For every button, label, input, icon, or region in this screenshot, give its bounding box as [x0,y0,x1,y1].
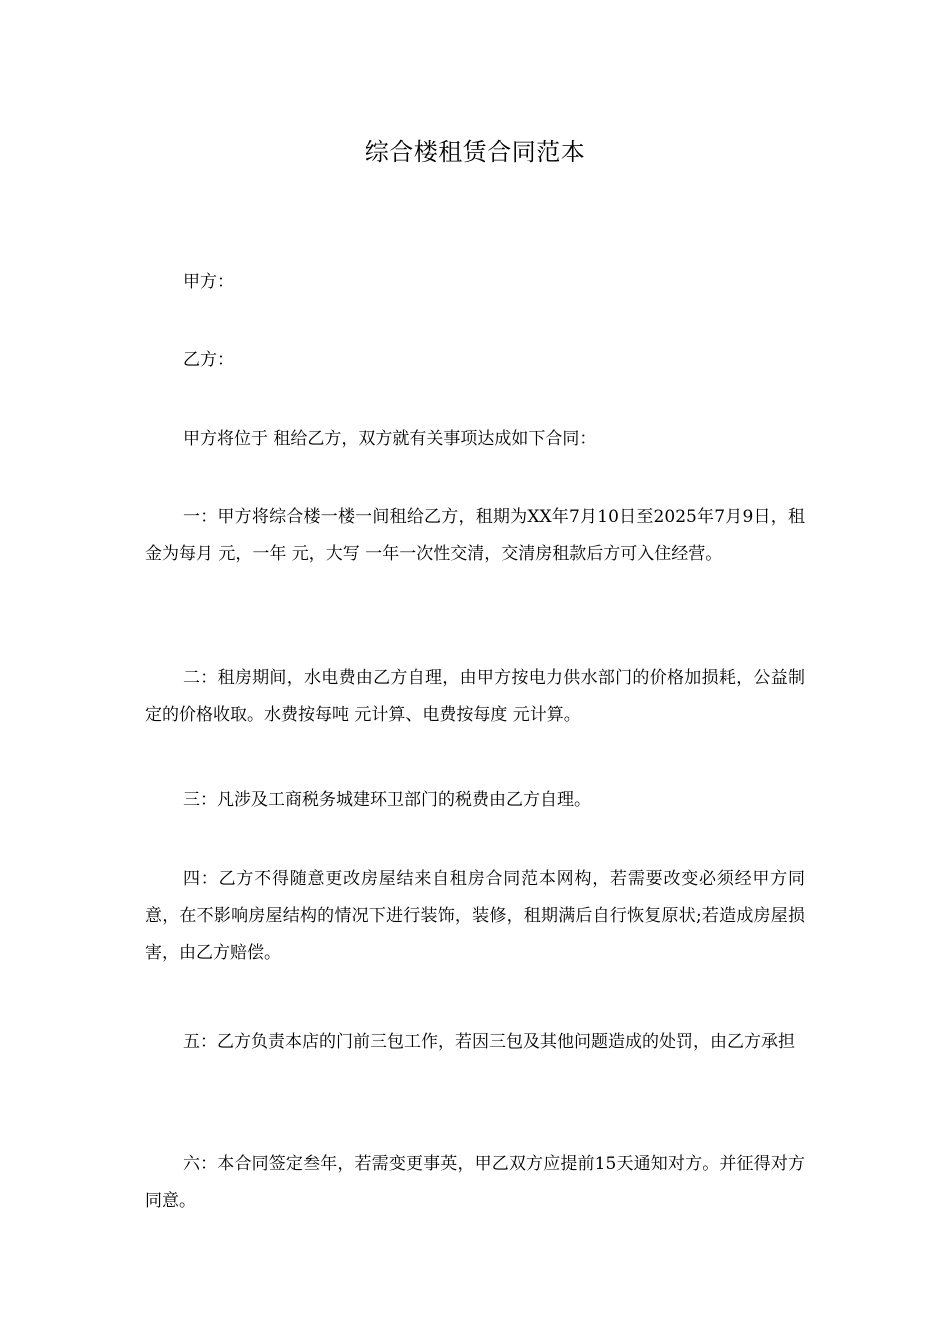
document-title: 综合楼租赁合同范本 [364,138,586,166]
clause-5-paragraph: 五：乙方负责本店的门前三包工作，若因三包及其他问题造成的处罚，由乙方承担 [183,1032,795,1052]
clause-1-paragraph: 一：甲方将综合楼一楼一间租给乙方，租期为XX年7月10日至2025年7月9日，租金为每月 元，一年 元，大写 一年一次性交清，交清房租款后方可入住经营。 [145,507,805,564]
clause-4-paragraph: 四：乙方不得随意更改房屋结来自租房合同范本网构，若需要改变必须经甲方同意，在不影响房屋结构的情况下进行装饰，装修，租期满后自行恢复原状;若造成房屋损害，由乙方赔偿。 [145,869,805,963]
clause-2-paragraph: 二：租房期间，水电费由乙方自理，由甲方按电力供水部门的价格加损耗，公益制定的价格收取。水费按每吨 元计算、电费按每度 元计算。 [145,668,805,725]
clause-6-paragraph: 六：本合同签定叁年，若需变更事英，甲乙双方应提前15天通知对方。并征得对方同意。 [145,1154,805,1211]
clause-3-paragraph: 三：凡涉及工商税务城建环卫部门的税费由乙方自理。 [183,790,591,810]
intro-paragraph: 甲方将位于 租给乙方，双方就有关事项达成如下合同： [183,429,597,449]
party-b-line: 乙方： [183,350,234,370]
party-a-line: 甲方： [183,272,234,292]
